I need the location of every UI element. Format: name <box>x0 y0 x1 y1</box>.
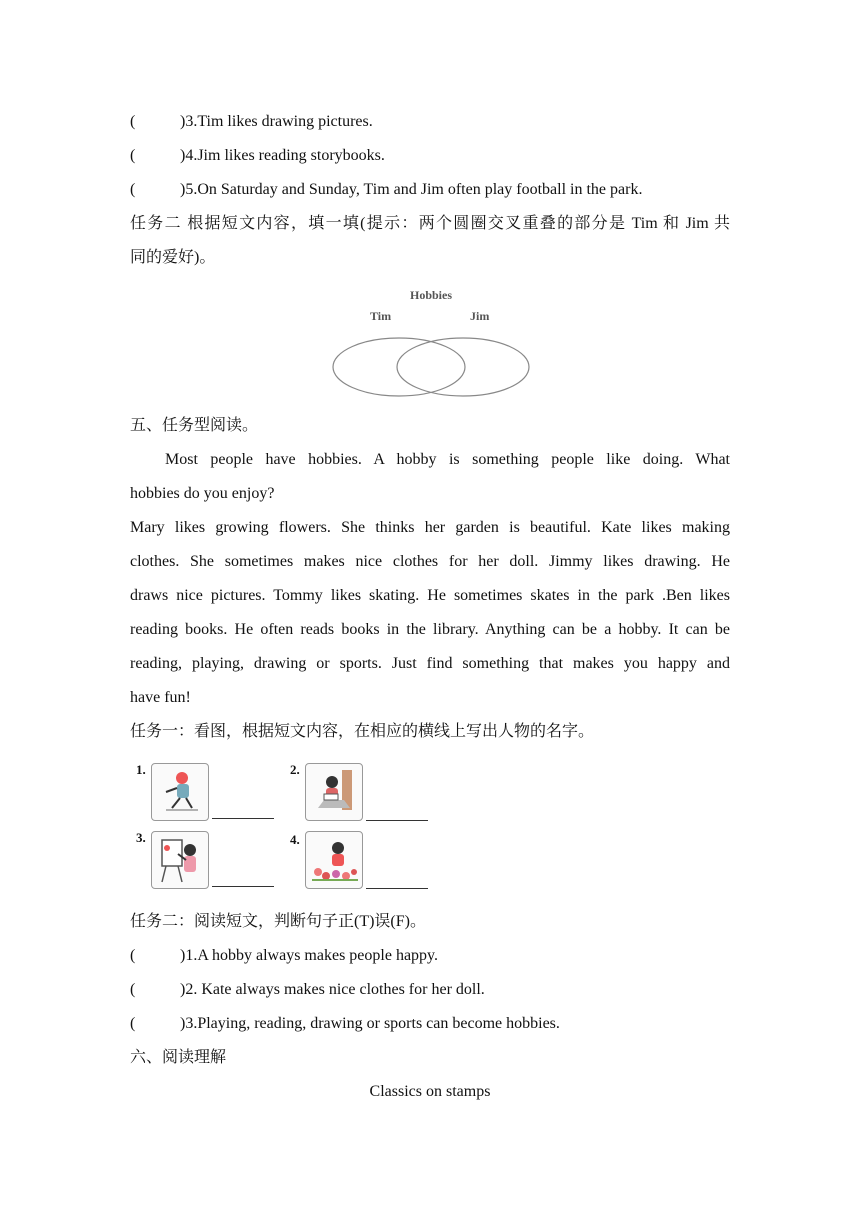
task2-instruction-line1: 任务二 根据短文内容，填一填(提示：两个圆圈交叉重叠的部分是 Tim 和 Jim 共 <box>130 215 730 232</box>
venn-label-jim: Jim <box>470 309 490 323</box>
venn-label-tim: Tim <box>370 309 392 323</box>
para1-line2: hobbies do you enjoy? <box>130 485 275 502</box>
venn-title: Hobbies <box>410 288 453 302</box>
venn-circle-jim <box>397 338 529 396</box>
tf-item-4: ( )4.Jim likes reading storybooks. <box>130 147 385 164</box>
tf-item-3: ( )3.Tim likes drawing pictures. <box>130 113 373 130</box>
tf-item-2: ( )2. Kate always makes nice clothes for her doll. <box>130 981 485 998</box>
para1-line1: Most people have hobbies. A hobby is something people like doing. What <box>165 451 730 468</box>
task2-instruction-line2: 同的爱好)。 <box>130 249 216 266</box>
para2-line6: have fun! <box>130 689 191 706</box>
venn-circle-tim <box>333 338 465 396</box>
para2-line1: Mary likes growing flowers. She thinks her garden is beautiful. Kate likes making <box>130 519 730 536</box>
task2-tf-instruction: 任务二：阅读短文，判断句子正(T)误(F)。 <box>130 913 426 930</box>
para2-line4: reading books. He often reads books in the library. Anything can be a hobby. It can be <box>130 621 730 638</box>
hobbies-venn-diagram <box>326 283 536 403</box>
para2-line3: draws nice pictures. Tommy likes skating. He sometimes skates in the park .Ben likes <box>130 587 730 604</box>
section5-heading: 五、任务型阅读。 <box>130 417 259 434</box>
drawing-child-icon <box>151 831 209 889</box>
task1-instruction: 任务一：看图，根据短文内容，在相应的横线上写出人物的名字。 <box>130 723 595 740</box>
passage-title: Classics on stamps <box>369 1083 491 1100</box>
name-blank-3[interactable] <box>212 886 274 887</box>
section6-heading: 六、阅读理解 <box>130 1049 227 1066</box>
name-blank-1[interactable] <box>212 818 274 819</box>
para2-line5: reading, playing, drawing or sports. Just find something that makes you happy and <box>130 655 730 672</box>
skating-child-icon <box>151 763 209 821</box>
flowers-child-icon <box>305 831 363 889</box>
reading-child-icon <box>305 763 363 821</box>
para2-line2: clothes. She sometimes makes nice clothes for her doll. Jimmy likes drawing. He <box>130 553 730 570</box>
tf-item-3b: ( )3.Playing, reading, drawing or sports can become hobbies. <box>130 1015 560 1032</box>
name-blank-4[interactable] <box>366 888 428 889</box>
worksheet-page: ( )3.Tim likes drawing pictures. ( )4.Jim likes reading storybooks. ( )5.On Saturday and Sunday, Tim and Jim often play football in the park. 任务二 根据短文内容，填一填(提示：两个圆圈交叉重叠的部分是 Tim 和 Jim 共 同的爱好)。 Hobbies Tim Jim 五、任务型阅读。 Most people have hobbies. A hobby is something people like doing. What hobbies do you enjoy? Mary likes growing flowers. She thinks her garden is beautiful. Kate likes making clothes. She sometimes makes nice clothes for her doll. Jimmy likes drawing. He draws nice pictures. Tommy likes skating. He sometimes skates in the park .Ben likes reading books. He often reads books in the library. Anything can be a hobby. It can be reading, playing, drawing or sports. Just find something that makes you happy and have fun! 任务一：看图，根据短文内容，在相应的横线上写出人物的名字。 1. 2. 3. 4. 任务二：阅读短文，判断句子正(T)误(F)。 ( )1.A hobby always makes people happy. ( )2. Kate always makes nice clothes for her doll. ( )3.Playing, reading, drawing or sports can become hobbies. 六、阅读理解 Classics on stamps <box>0 0 860 1216</box>
tf-item-1: ( )1.A hobby always makes people happy. <box>130 947 439 964</box>
name-blank-2[interactable] <box>366 820 428 821</box>
tf-item-5: ( )5.On Saturday and Sunday, Tim and Jim often play football in the park. <box>130 181 643 198</box>
